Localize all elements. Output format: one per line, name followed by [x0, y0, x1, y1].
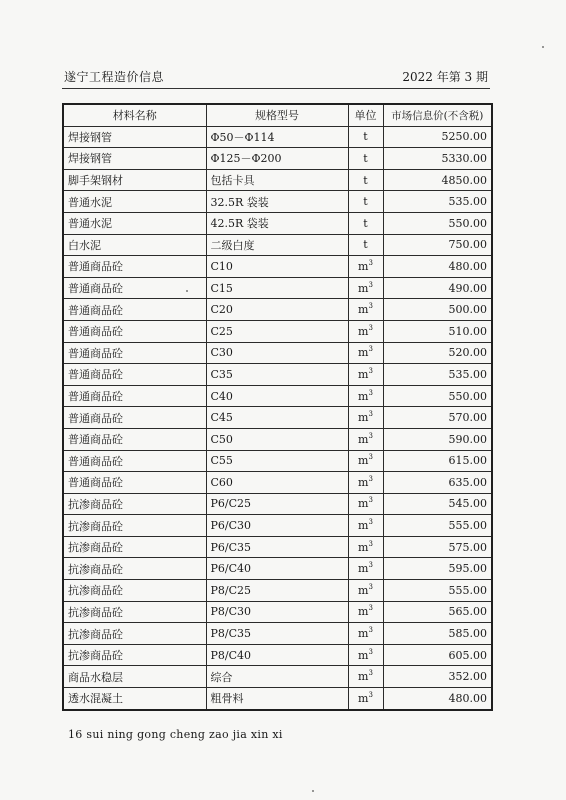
- table-row: [63, 558, 492, 580]
- unit-symbol: m: [358, 691, 369, 705]
- unit-cell: [348, 299, 383, 321]
- unit-exponent: 3: [368, 388, 373, 397]
- spec-cell: C55: [206, 450, 348, 472]
- spec-cell: C10: [206, 256, 348, 278]
- unit-cell: [348, 277, 383, 299]
- unit-exponent: 3: [368, 604, 373, 613]
- unit-symbol: m: [358, 583, 369, 597]
- unit-cell: [348, 644, 383, 666]
- unit-symbol: t: [363, 238, 368, 252]
- price-cell: 635.00: [383, 472, 492, 494]
- unit-exponent: 3: [368, 323, 373, 332]
- spec-cell: P6/C30: [206, 515, 348, 537]
- material-name-cell: 抗渗商品砼: [63, 644, 206, 666]
- spec-cell: C20: [206, 299, 348, 321]
- spec-cell: 综合: [206, 666, 348, 688]
- spec-cell: P8/C40: [206, 644, 348, 666]
- unit-cell: [348, 320, 383, 342]
- spec-cell: C25: [206, 320, 348, 342]
- table-row: [63, 601, 492, 623]
- column-header-unit: 单位: [348, 104, 383, 126]
- table-row: [63, 580, 492, 602]
- material-name-cell: 焊接钢管: [63, 126, 206, 148]
- price-cell: 555.00: [383, 515, 492, 537]
- price-cell: 510.00: [383, 320, 492, 342]
- unit-exponent: 3: [368, 669, 373, 678]
- unit-cell: [348, 234, 383, 256]
- unit-exponent: 3: [368, 626, 373, 635]
- unit-symbol: m: [358, 519, 369, 533]
- table-body: [63, 126, 492, 710]
- table-row: [63, 644, 492, 666]
- material-name-cell: 普通商品砼: [63, 450, 206, 472]
- material-name-cell: 普通商品砼: [63, 342, 206, 364]
- unit-cell: [348, 256, 383, 278]
- spec-cell: C35: [206, 364, 348, 386]
- unit-exponent: 3: [368, 496, 373, 505]
- unit-exponent: 3: [368, 453, 373, 462]
- unit-exponent: 3: [368, 431, 373, 440]
- unit-symbol: t: [363, 173, 368, 187]
- price-cell: 535.00: [383, 364, 492, 386]
- table-row: [63, 256, 492, 278]
- publication-title: 遂宁工程造价信息: [64, 70, 165, 84]
- price-cell: 480.00: [383, 688, 492, 710]
- unit-exponent: 3: [368, 280, 373, 289]
- issue-label: 2022 年第 3 期: [402, 70, 488, 84]
- spec-cell: 42.5R 袋装: [206, 212, 348, 234]
- material-name-cell: 白水泥: [63, 234, 206, 256]
- material-name-cell: 透水混凝土: [63, 688, 206, 710]
- price-cell: 585.00: [383, 623, 492, 645]
- unit-symbol: m: [358, 670, 369, 684]
- unit-symbol: m: [358, 389, 369, 403]
- material-name-cell: 普通商品砼: [63, 428, 206, 450]
- unit-exponent: 3: [368, 366, 373, 375]
- unit-cell: [348, 580, 383, 602]
- header-rule: [62, 88, 490, 89]
- table-row: [63, 428, 492, 450]
- price-cell: 4850.00: [383, 169, 492, 191]
- spec-cell: C40: [206, 385, 348, 407]
- material-name-cell: 抗渗商品砼: [63, 601, 206, 623]
- spec-cell: C60: [206, 472, 348, 494]
- material-name-cell: 脚手架钢材: [63, 169, 206, 191]
- material-name-cell: 商品水稳层: [63, 666, 206, 688]
- price-cell: 5330.00: [383, 148, 492, 170]
- material-name-cell: 抗渗商品砼: [63, 580, 206, 602]
- unit-cell: [348, 601, 383, 623]
- table-row: [63, 148, 492, 170]
- spec-cell: C45: [206, 407, 348, 429]
- price-cell: 570.00: [383, 407, 492, 429]
- unit-cell: [348, 666, 383, 688]
- table-row: [63, 234, 492, 256]
- price-cell: 550.00: [383, 212, 492, 234]
- unit-cell: [348, 515, 383, 537]
- table-row: [63, 536, 492, 558]
- column-header-price: 市场信息价(不含税): [383, 104, 492, 126]
- column-header-spec: 规格型号: [206, 104, 348, 126]
- table-row: [63, 191, 492, 213]
- price-cell: 555.00: [383, 580, 492, 602]
- unit-cell: [348, 169, 383, 191]
- unit-exponent: 3: [368, 345, 373, 354]
- table-row: [63, 688, 492, 710]
- price-cell: 535.00: [383, 191, 492, 213]
- table-row: [63, 385, 492, 407]
- unit-cell: [348, 212, 383, 234]
- table-row: [63, 472, 492, 494]
- unit-cell: [348, 342, 383, 364]
- scan-speck: [312, 790, 314, 792]
- table-row: [63, 450, 492, 472]
- unit-symbol: m: [358, 303, 369, 317]
- table-row: [63, 277, 492, 299]
- spec-cell: Φ125－Φ200: [206, 148, 348, 170]
- unit-symbol: m: [358, 346, 369, 360]
- unit-symbol: t: [363, 195, 368, 209]
- unit-cell: [348, 191, 383, 213]
- unit-symbol: m: [358, 475, 369, 489]
- unit-cell: [348, 493, 383, 515]
- unit-cell: [348, 407, 383, 429]
- table-row: [63, 407, 492, 429]
- material-name-cell: 抗渗商品砼: [63, 493, 206, 515]
- unit-symbol: t: [363, 216, 368, 230]
- unit-exponent: 3: [368, 647, 373, 656]
- spec-cell: P8/C30: [206, 601, 348, 623]
- unit-symbol: m: [358, 259, 369, 273]
- unit-symbol: m: [358, 540, 369, 554]
- material-name-cell: 普通商品砼: [63, 407, 206, 429]
- material-name-cell: 抗渗商品砼: [63, 536, 206, 558]
- unit-cell: [348, 148, 383, 170]
- spec-cell: P6/C35: [206, 536, 348, 558]
- spec-cell: Φ50－Φ114: [206, 126, 348, 148]
- material-name-cell: 普通水泥: [63, 212, 206, 234]
- unit-cell: [348, 558, 383, 580]
- unit-symbol: m: [358, 324, 369, 338]
- material-name-cell: 普通商品砼: [63, 320, 206, 342]
- table-row: [63, 342, 492, 364]
- price-cell: 750.00: [383, 234, 492, 256]
- price-cell: 5250.00: [383, 126, 492, 148]
- material-name-cell: 普通商品砼: [63, 385, 206, 407]
- table-header-row: [63, 104, 492, 126]
- material-name-cell: 普通商品砼: [63, 299, 206, 321]
- unit-exponent: 3: [368, 410, 373, 419]
- price-cell: 490.00: [383, 277, 492, 299]
- unit-cell: [348, 623, 383, 645]
- price-cell: 520.00: [383, 342, 492, 364]
- spec-cell: P6/C40: [206, 558, 348, 580]
- unit-symbol: m: [358, 562, 369, 576]
- table-row: [63, 126, 492, 148]
- table-row: [63, 169, 492, 191]
- unit-symbol: m: [358, 367, 369, 381]
- spec-cell: C50: [206, 428, 348, 450]
- unit-cell: [348, 126, 383, 148]
- spec-cell: 二级白度: [206, 234, 348, 256]
- unit-symbol: t: [363, 130, 368, 144]
- unit-exponent: 3: [368, 518, 373, 527]
- price-table: [62, 103, 493, 711]
- price-cell: 575.00: [383, 536, 492, 558]
- unit-cell: [348, 428, 383, 450]
- unit-exponent: 3: [368, 539, 373, 548]
- unit-exponent: 3: [368, 561, 373, 570]
- material-name-cell: 抗渗商品砼: [63, 623, 206, 645]
- price-cell: 500.00: [383, 299, 492, 321]
- scan-speck: [186, 290, 188, 292]
- material-name-cell: 普通商品砼: [63, 364, 206, 386]
- table-row: [63, 212, 492, 234]
- spec-cell: 包括卡具: [206, 169, 348, 191]
- spec-cell: P6/C25: [206, 493, 348, 515]
- unit-symbol: m: [358, 648, 369, 662]
- unit-symbol: m: [358, 281, 369, 295]
- table-row: [63, 515, 492, 537]
- unit-symbol: m: [358, 454, 369, 468]
- unit-symbol: t: [363, 151, 368, 165]
- material-name-cell: 抗渗商品砼: [63, 558, 206, 580]
- unit-symbol: m: [358, 605, 369, 619]
- table-row: [63, 623, 492, 645]
- price-cell: 545.00: [383, 493, 492, 515]
- table-row: [63, 299, 492, 321]
- spec-cell: 粗骨料: [206, 688, 348, 710]
- page-header: [64, 66, 488, 86]
- price-cell: 352.00: [383, 666, 492, 688]
- unit-exponent: 3: [368, 582, 373, 591]
- unit-exponent: 3: [368, 690, 373, 699]
- unit-symbol: m: [358, 411, 369, 425]
- spec-cell: P8/C25: [206, 580, 348, 602]
- material-name-cell: 普通水泥: [63, 191, 206, 213]
- spec-cell: 32.5R 袋装: [206, 191, 348, 213]
- price-cell: 615.00: [383, 450, 492, 472]
- material-name-cell: 普通商品砼: [63, 472, 206, 494]
- unit-exponent: 3: [368, 474, 373, 483]
- material-name-cell: 普通商品砼: [63, 256, 206, 278]
- unit-cell: [348, 688, 383, 710]
- unit-symbol: m: [358, 432, 369, 446]
- material-name-cell: 抗渗商品砼: [63, 515, 206, 537]
- unit-exponent: 3: [368, 258, 373, 267]
- unit-symbol: m: [358, 497, 369, 511]
- unit-symbol: m: [358, 627, 369, 641]
- unit-cell: [348, 472, 383, 494]
- price-cell: 550.00: [383, 385, 492, 407]
- table-row: [63, 364, 492, 386]
- material-name-cell: 焊接钢管: [63, 148, 206, 170]
- unit-cell: [348, 536, 383, 558]
- scan-speck: [542, 46, 544, 48]
- spec-cell: P8/C35: [206, 623, 348, 645]
- page-footer: 16 sui ning gong cheng zao jia xin xi: [68, 728, 283, 741]
- spec-cell: C15: [206, 277, 348, 299]
- unit-cell: [348, 364, 383, 386]
- material-name-cell: 普通商品砼: [63, 277, 206, 299]
- column-header-name: 材料名称: [63, 104, 206, 126]
- price-cell: 590.00: [383, 428, 492, 450]
- unit-cell: [348, 385, 383, 407]
- unit-exponent: 3: [368, 302, 373, 311]
- unit-cell: [348, 450, 383, 472]
- table-row: [63, 493, 492, 515]
- price-cell: 595.00: [383, 558, 492, 580]
- spec-cell: C30: [206, 342, 348, 364]
- table-row: [63, 666, 492, 688]
- table-row: [63, 320, 492, 342]
- price-cell: 565.00: [383, 601, 492, 623]
- price-cell: 605.00: [383, 644, 492, 666]
- price-cell: 480.00: [383, 256, 492, 278]
